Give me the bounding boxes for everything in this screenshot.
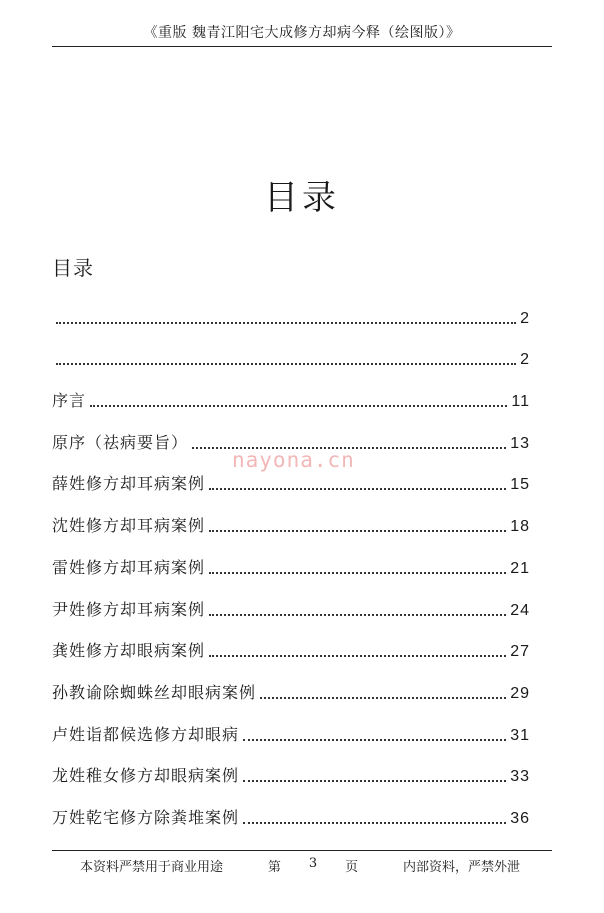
toc-entry-label: 沈姓修方却耳病案例 [52, 516, 206, 536]
toc-leader-dots [209, 530, 506, 532]
footer-divider [52, 850, 552, 851]
toc-entry-page: 18 [510, 518, 530, 536]
toc-entry-label: 卢姓诣都候选修方却眼病 [52, 724, 240, 744]
toc-entry-label: 万姓乾宅修方除粪堆案例 [52, 807, 240, 827]
toc-entry[interactable] [52, 663, 530, 705]
toc-entry-label: 薛姓修方却耳病案例 [52, 474, 206, 494]
toc-entry[interactable] [52, 538, 530, 580]
footer-left-notice: 本资料严禁用于商业用途 [80, 860, 224, 875]
toc-leader-dots [243, 822, 506, 824]
toc-entry[interactable] [52, 705, 530, 747]
toc-entry-label: 雷姓修方却耳病案例 [52, 557, 206, 577]
table-of-contents [52, 288, 530, 830]
toc-entry-page: 27 [510, 643, 530, 661]
toc-entry-page: 2 [520, 351, 530, 369]
toc-heading: 目录 [52, 256, 94, 280]
toc-entry[interactable] [52, 288, 530, 330]
toc-leader-dots [260, 697, 506, 699]
toc-leader-dots [243, 780, 506, 782]
toc-entry-page: 29 [510, 684, 530, 702]
toc-entry-label: 原序（祛病要旨） [52, 432, 189, 452]
toc-leader-dots [209, 488, 506, 490]
header-title: 《重版 魏青江阳宅大成修方却病今释（绘图版）》 [143, 25, 461, 41]
watermark: nayona.cn [232, 448, 355, 472]
toc-entry-label: 序言 [52, 391, 87, 411]
toc-entry-page: 15 [510, 476, 530, 494]
footer-right-notice: 内部资料，严禁外泄 [402, 860, 520, 875]
toc-leader-dots [90, 405, 507, 407]
toc-entry-page: 33 [510, 768, 530, 786]
toc-leader-dots [243, 739, 506, 741]
toc-entry[interactable] [52, 496, 530, 538]
footer-page-prefix: 第 [267, 860, 281, 875]
toc-entry-page: 2 [520, 309, 530, 327]
toc-entry-page: 24 [510, 601, 530, 619]
toc-entry-label: 龙姓稚女修方却眼病案例 [52, 766, 240, 786]
header-divider [52, 46, 552, 47]
toc-entry[interactable] [52, 330, 530, 372]
toc-entry-page: 21 [510, 559, 530, 577]
toc-entry-label: 孙教谕除蜘蛛丝却眼病案例 [52, 682, 257, 702]
toc-leader-dots [209, 655, 506, 657]
toc-entry[interactable] [52, 788, 530, 830]
toc-entry-page: 31 [510, 726, 530, 744]
toc-entry-page: 13 [510, 434, 530, 452]
toc-leader-dots [56, 322, 516, 324]
toc-entry[interactable] [52, 747, 530, 789]
footer-page-suffix: 页 [345, 860, 359, 875]
toc-leader-dots [56, 363, 516, 365]
toc-entry-label: 尹姓修方却耳病案例 [52, 599, 206, 619]
footer-page-number: 3 [308, 856, 318, 871]
footer [80, 856, 520, 875]
toc-leader-dots [209, 614, 506, 616]
toc-entry-page: 11 [511, 393, 530, 411]
toc-entry[interactable] [52, 371, 530, 413]
page-title: 目录 [264, 178, 340, 218]
toc-entry-label: 龚姓修方却眼病案例 [52, 641, 206, 661]
toc-entry[interactable] [52, 580, 530, 622]
toc-leader-dots [209, 572, 506, 574]
footer-page-indicator [268, 856, 358, 875]
toc-entry[interactable] [52, 622, 530, 664]
toc-entry-page: 36 [510, 809, 530, 827]
